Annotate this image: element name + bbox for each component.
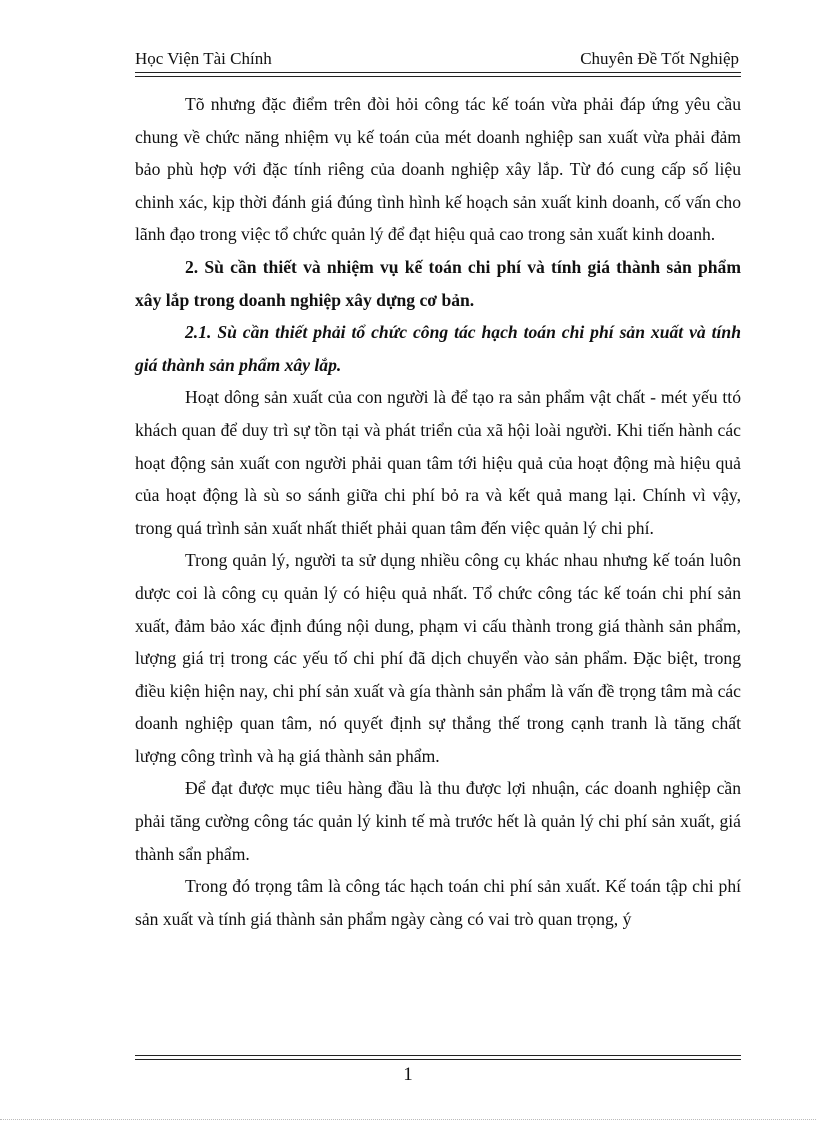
- header-document-type: Chuyên Đề Tốt Nghiệp: [580, 49, 739, 68]
- paragraph-2: Hoạt dông sản xuất của con người là để tạo ra sản phẩm vật chất - mét yếu ttó khách quan để duy trì sự tồn tại và phát triển của xã hội loài người. Khi tiến hành các hoạt động sản xuất con người phải quan tâm tới hiệu quả của hoạt động mà hiệu quả của hoạt động là sù so sánh giữa chi phí bỏ ra và kết quả mang lại. Chính vì vậy, trong quá trình sản xuất nhất thiết phải quan tâm đến việc quản lý chi phí.: [135, 387, 741, 538]
- footer-divider: [135, 1055, 741, 1060]
- paragraph-1: Tõ nhưng đặc điểm trên đòi hỏi công tác kế toán vừa phải đáp ứng yêu cầu chung về chức năng nhiệm vụ kế toán của mét doanh nghiệp san xuất vừa phải đảm bảo phù hợp với đặc tính riêng của doanh nghiệp xây lắp. Từ đó cung cấp số liệu chinh xác, kịp thời đánh giá đúng tình hình kế hoạch sản xuất kinh doanh, cố vấn cho lãnh đạo trong việc tổ chức quản lý để đạt hiệu quả cao trong sản xuất kinh doanh.: [135, 94, 741, 245]
- page-break-line: [0, 1119, 816, 1121]
- subsection-heading-2-1: 2.1. Sù cần thiết phải tổ chức công tác hạch toán chi phí sản xuất và tính giá thành sản phẩm xây lắp.: [135, 322, 741, 375]
- header-divider: [135, 72, 741, 77]
- paragraph-5: Trong đó trọng tâm là công tác hạch toán chi phí sản xuất. Kế toán tập chi phí sản xuất và tính giá thành sản phẩm ngày càng có vai trò quan trọng, ý: [135, 876, 741, 929]
- page-number: 1: [403, 1064, 413, 1085]
- header-institution: Học Viện Tài Chính: [135, 49, 272, 68]
- document-body: [135, 88, 741, 935]
- section-heading-2: 2. Sù cần thiết và nhiệm vụ kế toán chi phí và tính giá thành sản phẩm xây lắp trong doanh nghiệp xây dựng cơ bản.: [135, 256, 741, 310]
- paragraph-3: Trong quản lý, người ta sử dụng nhiều công cụ khác nhau nhưng kế toán luôn dược coi là công cụ quản lý có hiệu quả nhất. Tổ chức công tác kế toán chi phí sản xuất, đảm bảo xác định đúng nội dung, phạm vi cấu thành trong giá thành sản phẩm, lượng giá trị trong các yếu tố chi phí đã dịch chuyển vào sản phẩm. Đặc biệt, trong điều kiện hiện nay, chi phí sản xuất và gía thành sản phẩm là vấn đề trọng tâm mà các doanh nghiệp quan tâm, nó quyết định sự thắng thế trong cạnh tranh là tăng chất lượng công trình và hạ giá thành sản phẩm.: [135, 550, 741, 766]
- paragraph-4: Để đạt được mục tiêu hàng đầu là thu được lợi nhuận, các doanh nghiệp cần phải tăng cường công tác quản lý kinh tế mà trước hết là quản lý chi phí sản xuất, giá thành sẩn phẩm.: [135, 778, 741, 864]
